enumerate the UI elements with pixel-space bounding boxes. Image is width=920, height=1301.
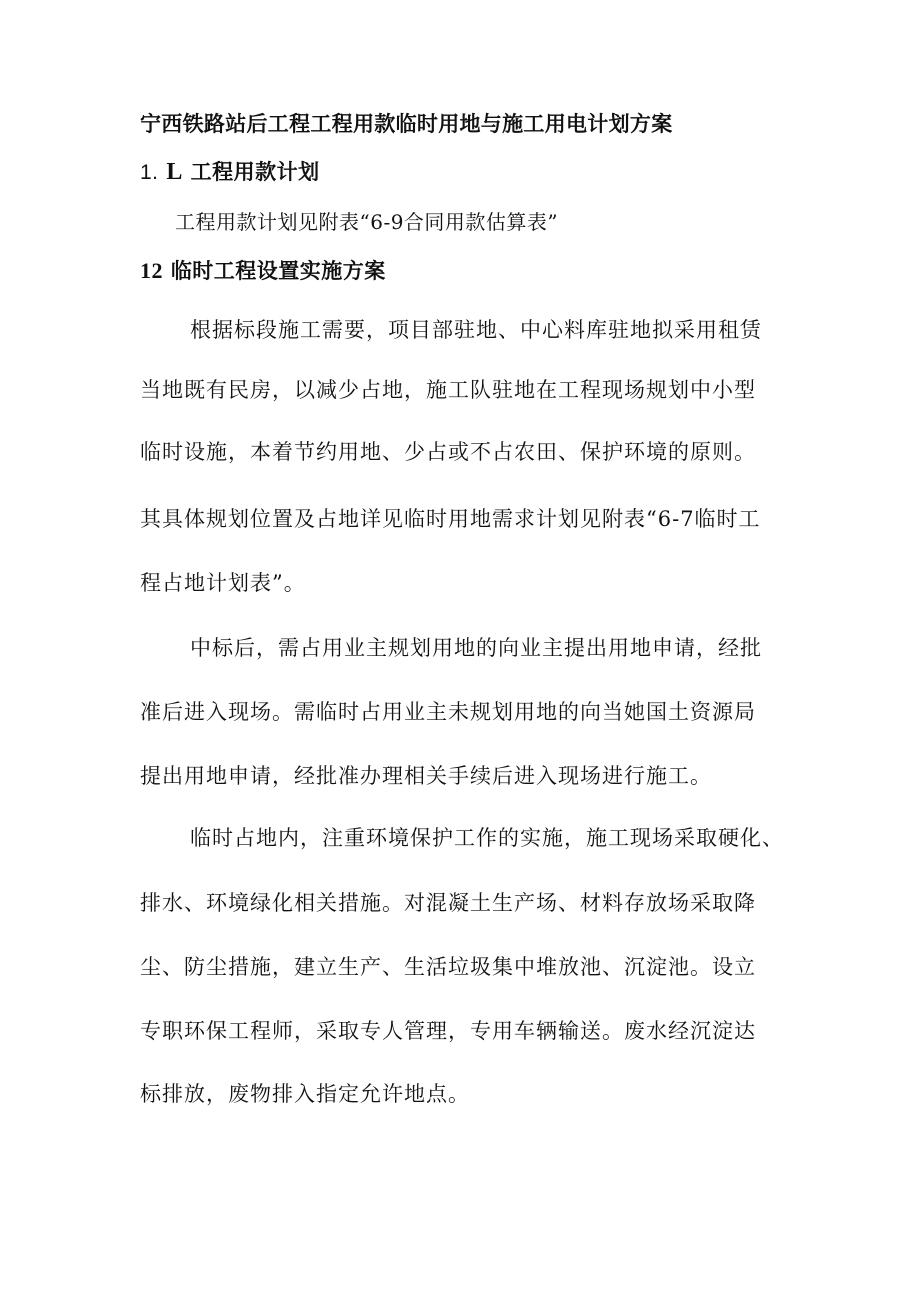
- section-2-number: 12: [140, 258, 163, 283]
- paragraph-line: 准后进入现场。需临时占用业主未规划用地的向当她国土资源局: [140, 700, 756, 724]
- paragraph-line: 程占地计划表”。: [140, 571, 306, 595]
- paragraph-line: 临时设施，本着节约用地、少占或不占农田、保护环境的原则。: [140, 440, 756, 464]
- section-2-heading-text: 临时工程设置实施方案: [170, 258, 386, 283]
- paragraph-line: 中标后，需占用业主规划用地的向业主提出用地申请，经批: [190, 636, 762, 660]
- paragraph-line: 根据标段施工需要，项目部驻地、中心料库驻地拟采用租赁: [190, 318, 762, 342]
- paragraph-line: 其具体规划位置及占地详见临时用地需求计划见附表“6-7临时工: [140, 507, 761, 531]
- paragraph-line: 当地既有民房，以减少占地，施工队驻地在工程现场规划中小型: [140, 378, 756, 402]
- paragraph-line: 专职环保工程师，采取专人管理，专用车辆输送。废水经沉淀达: [140, 1019, 756, 1043]
- paragraph-line: 标排放，废物排入指定允许地点。: [140, 1082, 470, 1106]
- paragraph-line: 排水、环境绿化相关措施。对混凝土生产场、材料存放场采取降: [140, 891, 756, 915]
- paragraph-line: 临时占地内，注重环境保护工作的实施，施工现场采取硬化、: [190, 826, 784, 850]
- section-1-heading: [140, 158, 320, 187]
- section-1-number-letter: L: [166, 159, 183, 185]
- section-1-heading-text: 工程用款计划: [190, 159, 320, 184]
- paragraph-line: 提出用地申请，经批准办理相关手续后进入现场进行施工。: [140, 764, 712, 788]
- paragraph-line: 尘、防尘措施，建立生产、生活垃圾集中堆放池、沉淀池。设立: [140, 955, 756, 979]
- section-1-body: 工程用款计划见附表“6-9合同用款估算表”: [175, 210, 559, 234]
- section-2-heading: [140, 257, 386, 285]
- document-title: 宁西铁路站后工程工程用款临时用地与施工用电计划方案: [140, 111, 673, 136]
- section-1-number-prefix: 1.: [140, 161, 159, 184]
